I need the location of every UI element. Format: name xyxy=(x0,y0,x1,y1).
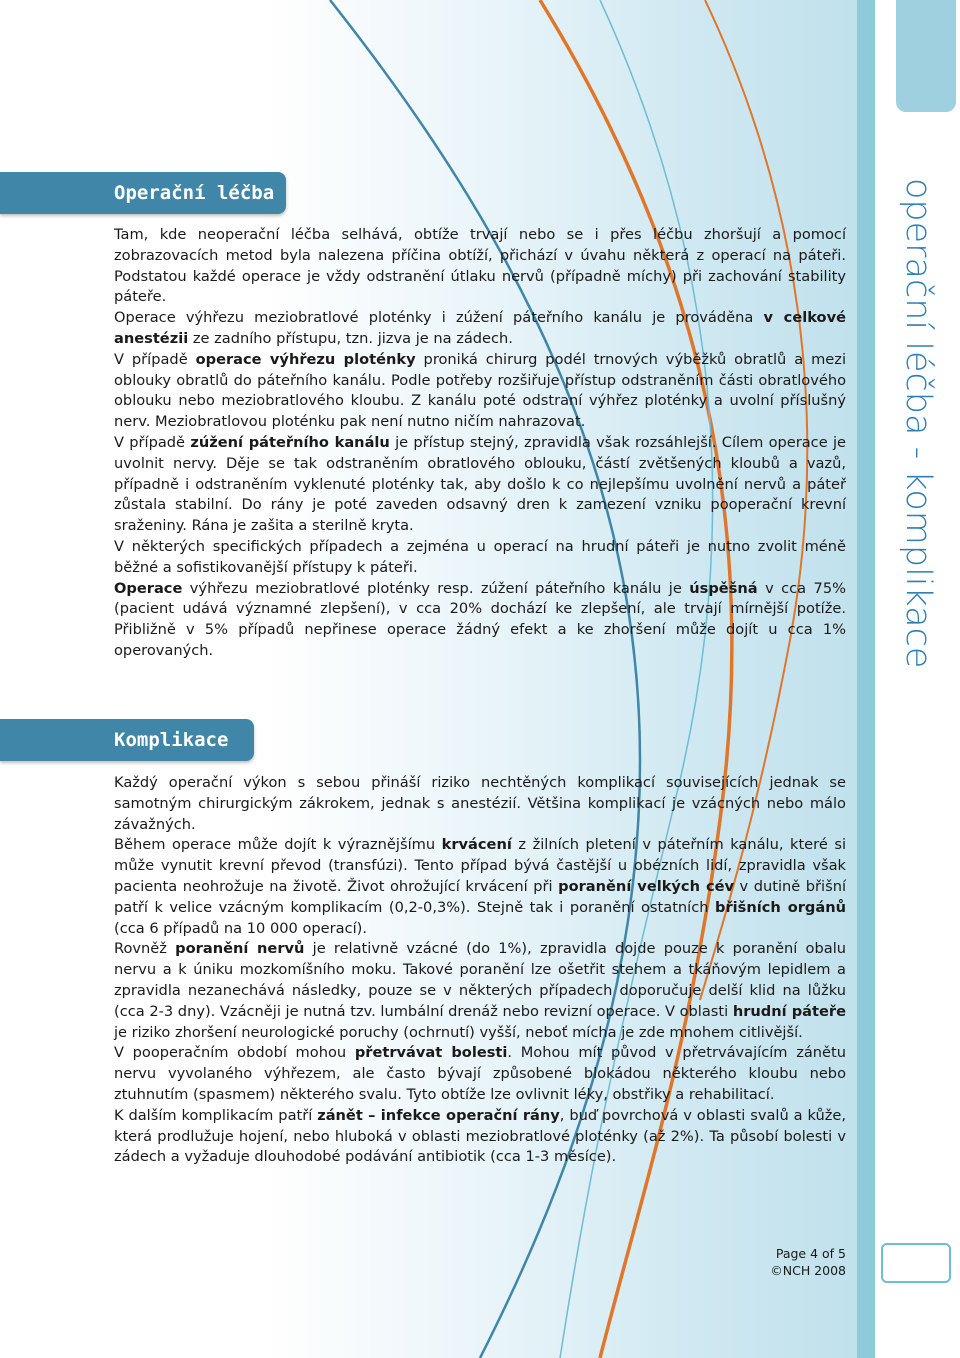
paragraph: Každý operační výkon s sebou přináší riziko nechtěných komplikací souvisejících jednak se samotným chirurgickým zákrokem, jednak s anestézií. Většina komplikací je vzácných nebo málo závažných. xyxy=(114,774,846,833)
paragraph: V některých specifických případech a zejména u operací na hrudní páteři je nutno zvolit méně běžné a sofistikovanější přístupy k páteři. xyxy=(114,537,846,576)
section-body-komplikace xyxy=(114,773,846,1168)
paragraph: V případě operace výhřezu ploténky proniká chirurg podél trnových výběžků obratlů a mezi oblouky obratlů do páteřního kanálu. Podle potřeby rozšiřuje přístup odstraněním části obratlového oblouku nebo meziobratlového kloubu. Z kanálu poté odstraní výhřez ploténky a uvolní příslušný nerv. Meziobratlovou ploténku pak není nutno ničím nahrazovat. xyxy=(114,350,846,431)
section-header-komplikace: Komplikace xyxy=(0,719,254,761)
page-footer xyxy=(730,1245,846,1279)
page-number: Page 4 of 5 xyxy=(775,1246,846,1261)
paragraph: Tam, kde neoperační léčba selhává, obtíže trvají nebo se i přes léčbu zhoršují a pomocí zobrazovacích metod byla nalezena příčina obtíží, přichází v úvahu některá z operací na páteři. Podstatou každé operace je vždy odstranění útlaku nervů (případně míchy) při zachování stability páteře. xyxy=(114,226,846,306)
footer-decorative-box xyxy=(881,1243,951,1283)
paragraph: V pooperačním období mohou přetrvávat bolesti. Mohou mít původ v přetrvávajícím zánětu nervu vyvolaného výhřezem, ale často bývají způsobené blokádou některého kloubu nebo ztuhnutím (spasmem) některého svalu. Tyto obtíže lze ovlivnit léky, obstřiky a rehabilitací. xyxy=(114,1044,846,1103)
section-body-operacni-lecba xyxy=(114,225,846,662)
paragraph: Rovněž poranění nervů je relativně vzácné (do 1%), zpravidla dojde pouze k poranění obalu nervu a k úniku mozkomíšního moku. Takové poranění lze ošetřit stehem a tkáňovým lepidlem a zpravidla nezanechává následky, pouze se v některých případech doporučuje delší klid na lůžku (cca 2-3 dny). Vzácněji je nutná tzv. lumbální drenáž nebo revizní operace. V oblasti hrudní páteře je riziko zhoršení neurologické poruchy (ochrnutí) vyšší, neboť mícha je zde mnohem citlivější. xyxy=(114,940,847,1041)
paragraph: K dalším komplikacím patří zánět – infekce operační rány, buď povrchová v oblasti svalů a kůže, která prodlužuje hojení, nebo hluboká v oblasti meziobratlové ploténky (až 2%). Ta působí bolesti v zádech a vyžaduje dlouhodobé podávání antibiotik (cca 1-3 měsíce). xyxy=(114,1106,847,1166)
right-sidebar-stripe xyxy=(857,0,875,1358)
section-header-operacni-lecba: Operační léčba xyxy=(0,172,286,214)
right-top-tab xyxy=(896,0,956,112)
paragraph: Operace výhřezu meziobratlové ploténky i zúžení páteřního kanálu je prováděna v celkové anestézii ze zadního přístupu, tzn. jizva je na zádech. xyxy=(114,309,846,347)
paragraph: V případě zúžení páteřního kanálu je přístup stejný, zpravidla však rozsáhlejší. Cílem operace je uvolnit nervy. Děje se tak odstraněním obratlového oblouku, částí zvětšených kloubů a vazů, případně i odstraněním vyklenuté ploténky tak, aby došlo k co nejlepšímu uvolnění nervů a páteř zůstala stabilní. Do rány je poté zaveden odsavný dren k zamezení vzniku pooperační krevní sraženiny. Rána je zašita a sterilně kryta. xyxy=(114,433,847,535)
paragraph: Operace výhřezu meziobratlové ploténky resp. zúžení páteřního kanálu je úspěšná v cca 75% (pacient udává významné zlepšení), v cca 20% dochází ke zlepšení, ale trvají mírnější potíže. Přibližně v 5% případů nepřinese operace žádný efekt a ke zhoršení může dojít u cca 1% operovaných. xyxy=(114,579,846,659)
side-title: operační léčba - komplikace xyxy=(898,178,938,669)
paragraph: Během operace může dojít k výraznějšímu krvácení z žilních pletení v páteřním kanálu, které si může vynutit krevní převod (transfúzi). Tento případ bývá častější u obézních lidí, zpravidla však pacienta neohrožuje na životě. Život ohrožující krvácení při poranění velkých cév v dutině břišní patří k velice vzácným komplikacím (0,2-0,3%). Stejně tak i poranění ostatních břišních orgánů (cca 6 případů na 10 000 operací). xyxy=(114,836,847,937)
copyright: ©NCH 2008 xyxy=(770,1263,846,1278)
